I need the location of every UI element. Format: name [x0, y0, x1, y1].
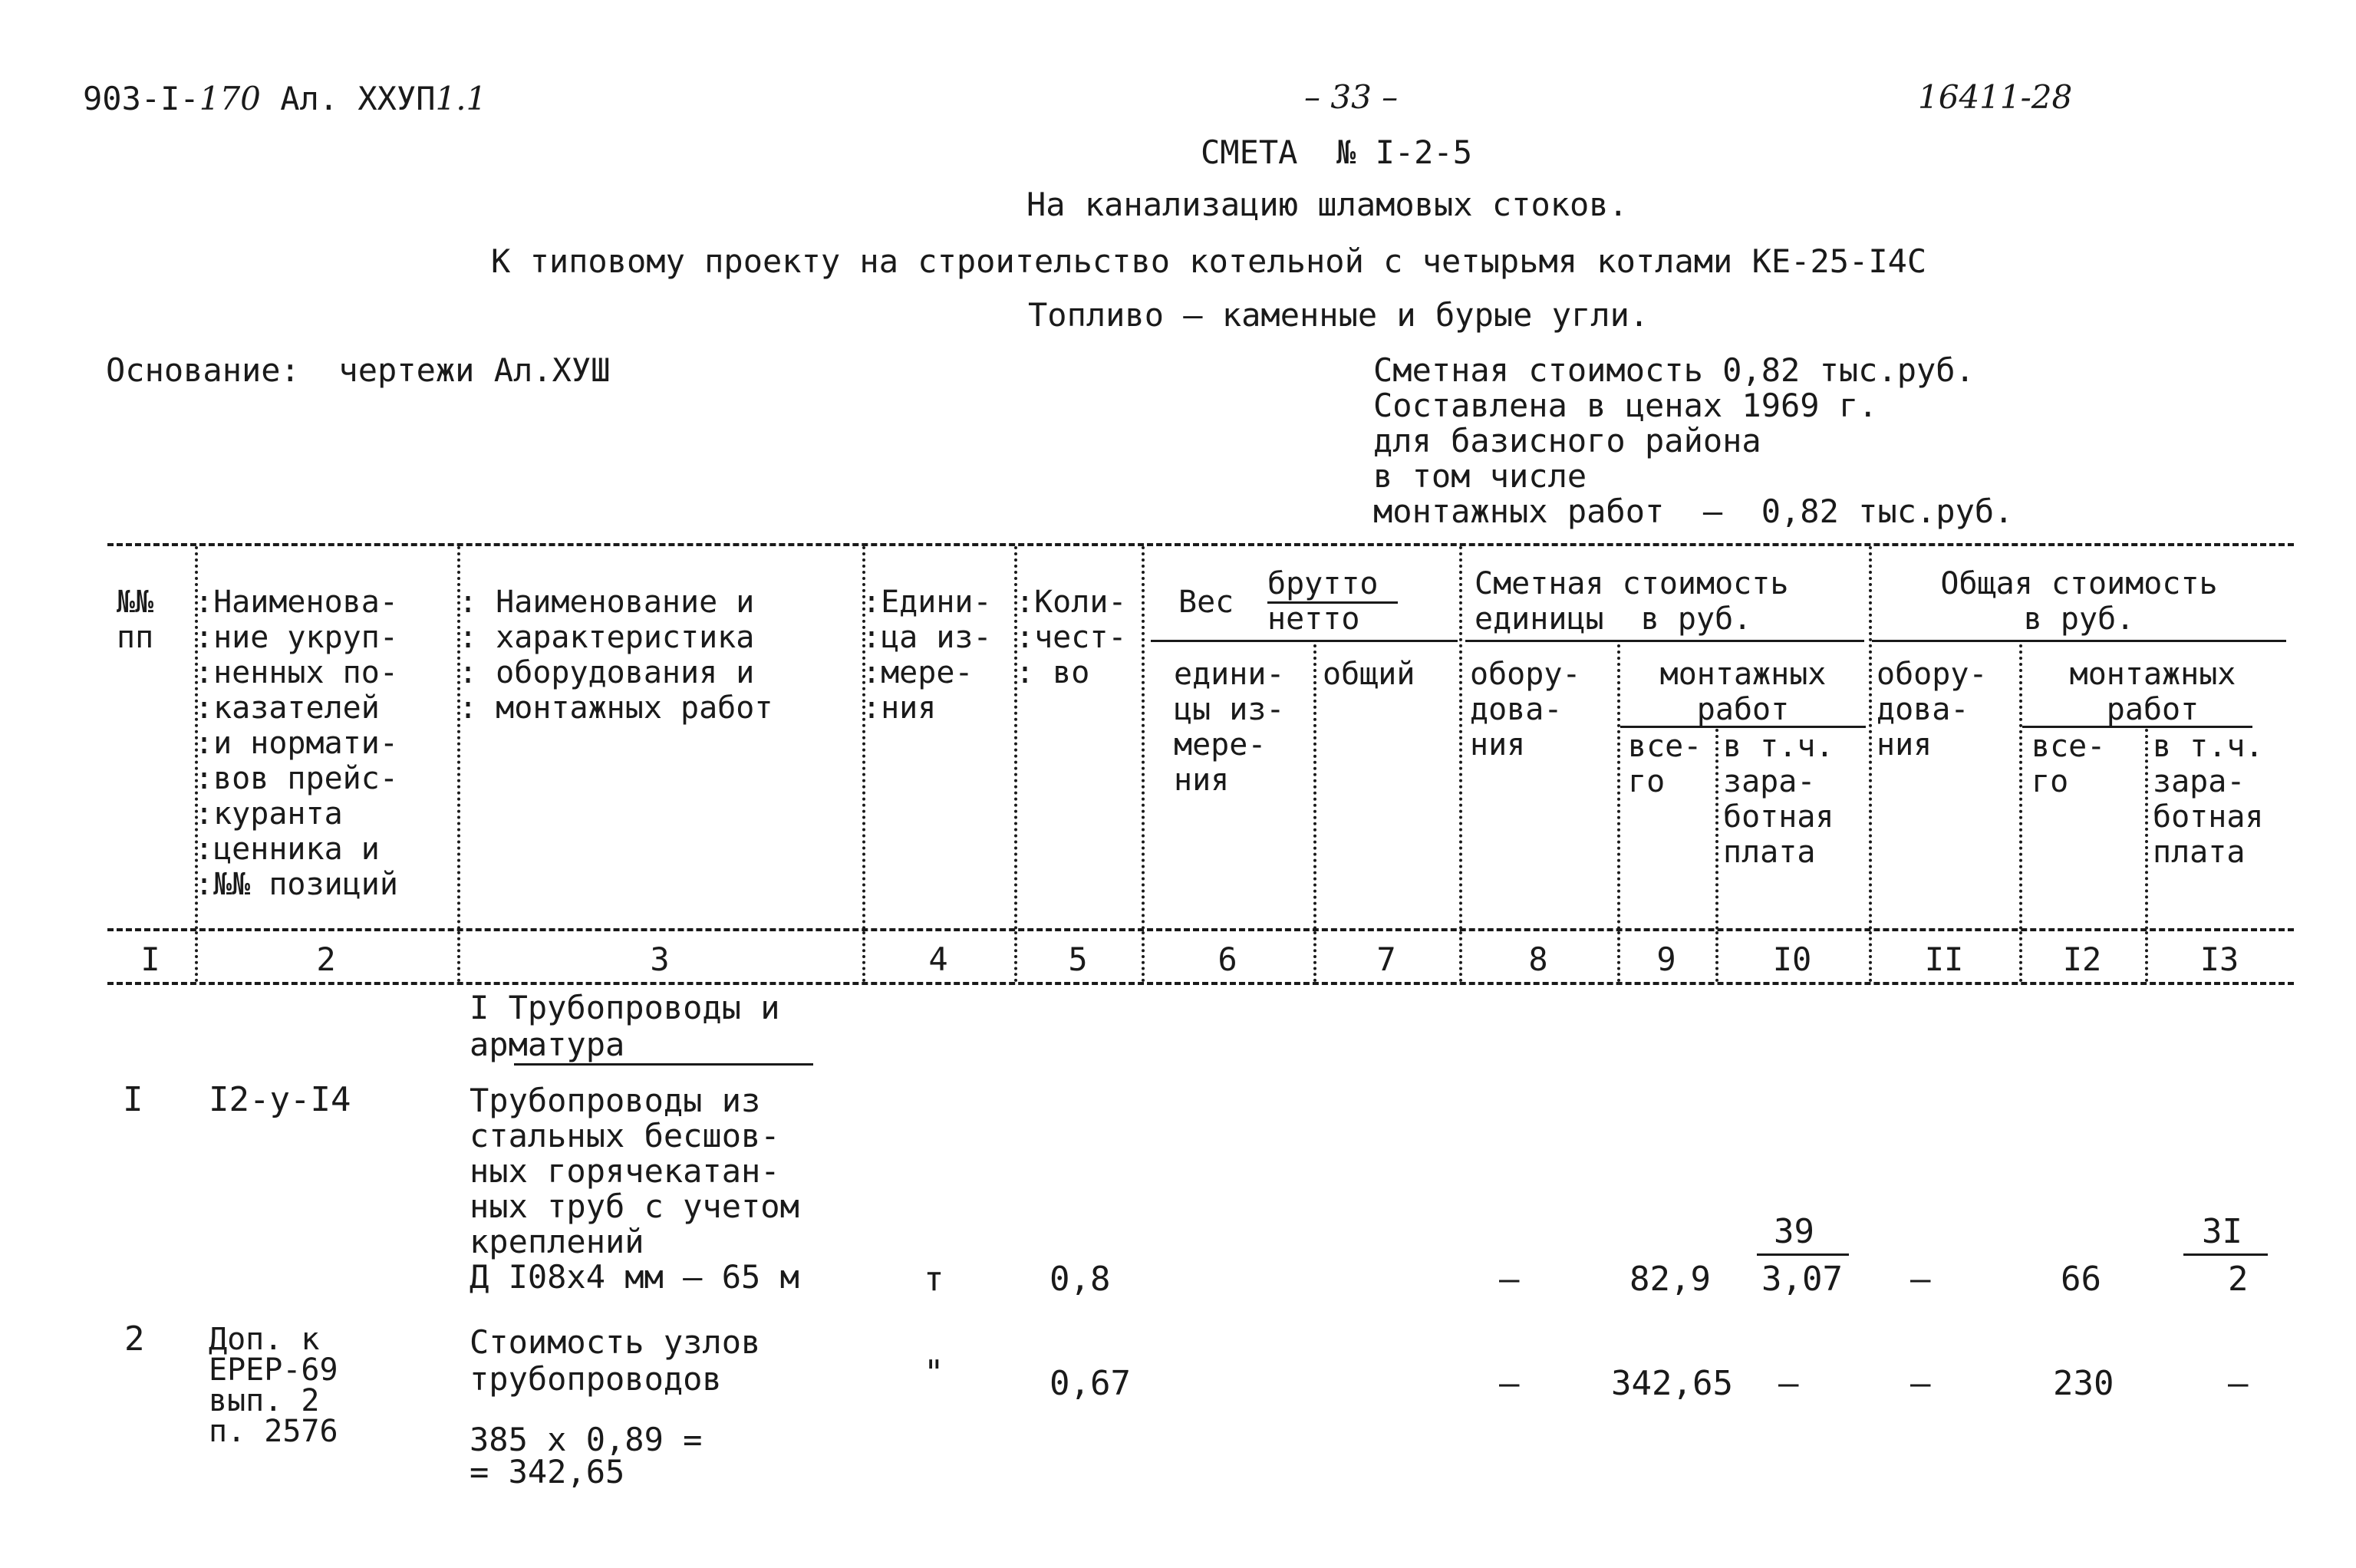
album-printed: Ал. XXУП — [280, 80, 436, 117]
summary-installation: монтажных работ – 0,82 тыс.руб. — [1373, 492, 2014, 530]
row2-equip-unit: – — [1499, 1364, 1520, 1403]
row2-wage-unit: – — [1778, 1364, 1799, 1403]
row1-unit: т — [924, 1260, 944, 1299]
row1-code: I2-у-I4 — [209, 1080, 351, 1119]
header-c11: обору- дова- ния — [1877, 657, 1988, 763]
header-c4: :Едини- :ца из- :мере- :ния — [862, 585, 992, 726]
estimate-subject: На канализацию шламовых стоков. — [1026, 186, 1628, 223]
document-code — [83, 80, 487, 117]
row2-install-total: 230 — [2053, 1364, 2114, 1403]
row2-install-unit: 342,65 — [1611, 1364, 1733, 1403]
row1-install-unit: 82,9 — [1629, 1260, 1711, 1299]
row1-equip-total: – — [1910, 1260, 1931, 1299]
cn-sep-8 — [1617, 931, 1620, 982]
document-code-handwritten: 170 — [199, 80, 261, 117]
row1-wage-total-rule — [2183, 1253, 2268, 1256]
row2-code: Доп. к ЕРЕР-69 вып. 2 п. 2576 — [209, 1322, 338, 1449]
row1-wage-unit-rule — [1757, 1253, 1849, 1256]
header-c12-13-top: монтажных работ — [2069, 657, 2236, 727]
colnum-6: 6 — [1218, 940, 1237, 978]
cn-sep-4 — [1014, 931, 1017, 982]
row2-equip-total: – — [1910, 1364, 1931, 1403]
cn-sep-11 — [2019, 931, 2022, 982]
table-top-rule — [107, 543, 2294, 546]
summary-prices: Составлена в ценах 1969 г. — [1373, 387, 1878, 424]
header-c5: :Коли- :чест- : во — [1016, 585, 1127, 690]
row1-install-total: 66 — [2061, 1260, 2101, 1299]
cn-sep-1 — [195, 931, 198, 982]
cn-sep-3 — [862, 931, 865, 982]
colnum-rule — [107, 982, 2294, 985]
header-total-cost: Общая стоимость в руб. — [1940, 566, 2218, 637]
row2-unit: " — [924, 1353, 944, 1392]
colnum-11: II — [1924, 940, 1964, 978]
col-sep-9 — [1715, 729, 1718, 930]
cn-sep-5 — [1142, 931, 1145, 982]
summary-cost: Сметная стоимость 0,82 тыс.руб. — [1373, 351, 1975, 389]
col-sep-7 — [1459, 546, 1462, 930]
colnum-3: 3 — [650, 940, 670, 978]
col-sep-12 — [2145, 729, 2148, 930]
row1-wage-total: 2 — [2228, 1260, 2249, 1299]
basis: Основание: чертежи Ал.XУШ — [106, 351, 611, 389]
row1-equip-unit: – — [1499, 1260, 1520, 1299]
fuel-description: Топливо – каменные и бурые угли. — [1028, 296, 1649, 334]
colnum-1: I — [140, 940, 160, 978]
summary-region: для базисного района — [1373, 422, 1761, 460]
row2-calc: 385 х 0,89 = = 342,65 — [470, 1421, 703, 1491]
header-c12: все- го — [2031, 729, 2106, 799]
header-c3: : Наименование и : характеристика : оборудования и : монтажных работ — [459, 585, 773, 726]
header-c6: едини- цы из- мере- ния — [1174, 657, 1285, 798]
cn-sep-2 — [457, 931, 460, 982]
colnum-12: I2 — [2062, 940, 2102, 978]
colnum-13: I3 — [2199, 940, 2239, 978]
header-c8: обору- дова- ния — [1470, 657, 1581, 763]
cn-sep-7 — [1459, 931, 1462, 982]
inventory-number: 16411-28 — [1918, 78, 2073, 116]
row1-wage-unit-top: 39 — [1774, 1212, 1814, 1251]
cn-sep-12 — [2145, 931, 2148, 982]
colnum-5: 5 — [1068, 940, 1088, 978]
install-unit-rule — [1620, 726, 1866, 728]
colnum-10: I0 — [1772, 940, 1812, 978]
row2-name: Стоимость узлов трубопроводов — [470, 1323, 761, 1398]
section-underline — [514, 1063, 813, 1066]
row2-num: 2 — [124, 1319, 145, 1359]
header-weight: Вес — [1178, 585, 1234, 620]
colnum-7: 7 — [1376, 940, 1396, 978]
colnum-8: 8 — [1528, 940, 1548, 978]
header-c1: №№ пп — [117, 585, 154, 655]
cn-sep-6 — [1313, 931, 1316, 982]
row2-qty: 0,67 — [1049, 1364, 1131, 1403]
install-total-rule — [2022, 726, 2252, 728]
header-c7: общий — [1323, 657, 1415, 692]
header-c13: в т.ч. зара- ботная плата — [2153, 729, 2264, 870]
cn-sep-9 — [1715, 931, 1718, 982]
row2-wage-total: – — [2228, 1364, 2249, 1403]
unit-cost-rule — [1465, 640, 1864, 642]
header-brutto: брутто — [1267, 566, 1379, 601]
total-cost-rule — [1872, 640, 2286, 642]
project-description: К типовому проекту на строительство котельной с четырьмя котлами КЕ-25-I4С — [491, 242, 1927, 280]
row1-wage-unit: 3,07 — [1761, 1260, 1843, 1299]
album-handwritten: 1.1 — [435, 80, 487, 117]
document-code-printed: 903-I- — [83, 80, 199, 117]
header-c10: в т.ч. зара- ботная плата — [1723, 729, 1834, 870]
row1-qty: 0,8 — [1049, 1260, 1111, 1299]
header-unit-cost: Сметная стоимость единицы в руб. — [1475, 566, 1789, 637]
col-sep-6 — [1313, 644, 1316, 930]
colnum-4: 4 — [928, 940, 948, 978]
header-c2: :Наименова- :ние укруп- :ненных по- :казателей :и нормати- :вов прейс- :куранта :ценника и :№№ позиций — [195, 585, 398, 902]
estimate-title: СМЕТА № I-2-5 — [1201, 133, 1473, 171]
colnum-9: 9 — [1656, 940, 1676, 978]
header-netto: нетто — [1267, 601, 1360, 637]
weight-rule — [1151, 640, 1458, 642]
summary-including: в том числе — [1373, 457, 1587, 495]
header-bottom-rule — [107, 928, 2294, 931]
row1-wage-total-top: 3I — [2202, 1212, 2242, 1251]
header-c9: все- го — [1628, 729, 1702, 799]
colnum-2: 2 — [316, 940, 336, 978]
page-number: – 33 – — [1304, 78, 1399, 116]
row1-num: I — [123, 1080, 143, 1119]
col-sep-5 — [1142, 546, 1145, 930]
header-c9-10-top: монтажных работ — [1659, 657, 1827, 727]
section-heading: I Трубопроводы и арматура — [470, 989, 780, 1063]
cn-sep-10 — [1869, 931, 1872, 982]
row1-name: Трубопроводы из стальных бесшов- ных горячекатан- ных труб с учетом креплений Д I08х4 мм – 65 м — [470, 1082, 799, 1296]
